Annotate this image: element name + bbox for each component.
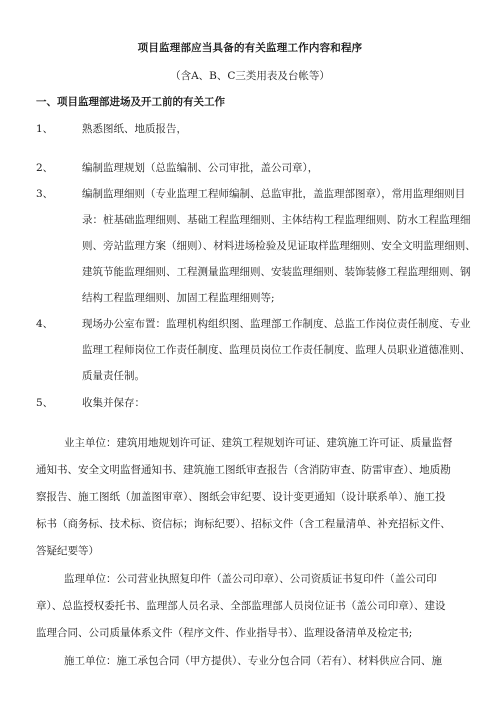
list-item-number: 5、 — [36, 397, 54, 409]
document-subtitle: （含A、B、C三类用表及台帐等） — [170, 70, 330, 82]
list-item — [36, 116, 466, 142]
list-item-line: 编制监理规划（总监编制、公司审批，盖公司章）， — [82, 162, 319, 174]
list-item-number: 3、 — [36, 188, 54, 200]
list-item-number: 2、 — [36, 162, 54, 174]
paragraph-line: 章）、总监授权委托书、监理部人员名录、全部监理部人员岗位证书（盖公司印章）、建设 — [36, 600, 446, 612]
section-heading: 一、项目监理部进场及开工前的有关工作 — [36, 96, 225, 108]
list-item-line: 收集并保存： — [82, 397, 145, 409]
list-item-number: 1、 — [36, 123, 54, 135]
list-item-line: 质量责任制。 — [82, 370, 145, 382]
paragraph-line: 通知书、安全文明监督通知书、建筑施工图纸审查报告（含消防审查、防雷审查）、地质勘 — [36, 464, 451, 476]
list-item-line: 建筑节能监理细则、工程测量监理细则、安装监理细则、装饰装修工程监理细则、钢 — [82, 266, 471, 278]
list-item-line: 熟悉图纸、地质报告， — [82, 123, 187, 135]
paragraph-construction-unit — [36, 648, 466, 675]
paragraph-line: 施工单位：施工承包合同（甲方提供）、专业分包合同（若有）、材料供应合同、施 — [64, 655, 442, 667]
paragraph-supervision-unit — [36, 566, 466, 647]
list-item — [36, 311, 471, 389]
document-title: 项目监理部应当具备的有关监理工作内容和程序 — [137, 42, 363, 54]
paragraph-line: 标书（商务标、技术标、资信标；询标纪要）、招标文件（含工程量清单、补充招标文件、 — [36, 518, 451, 530]
paragraph-line: 监理单位：公司营业执照复印件（盖公司印章）、公司资质证书复印件（盖公司印 — [64, 573, 437, 585]
paragraph-line: 监理合同、公司质量体系文件（程序文件、作业指导书）、监理设备清单及检定书; — [36, 627, 413, 639]
list-item-line: 监理工程师岗位工作责任制度、监理员岗位工作责任制度、监理人员职业道德准则、 — [82, 344, 471, 356]
paragraph-line: 业主单位：建筑用地规划许可证、建筑工程规划许可证、建筑施工许可证、质量监督 — [64, 437, 453, 449]
list-item — [36, 390, 466, 416]
paragraph-line: 察报告、施工图纸（加盖图审章）、图纸会审纪要、设计变更通知（设计联系单）、施工投 — [36, 491, 446, 503]
list-item — [36, 181, 476, 311]
list-item-line: 录：桩基础监理细则、基础工程监理细则、主体结构工程监理细则、防水工程监理细 — [82, 214, 471, 226]
paragraph-owner-unit — [36, 430, 466, 565]
list-item-line: 则、旁站监理方案（细则）、材料进场检验及见证取样监理细则、安全文明监理细则、 — [82, 240, 476, 252]
paragraph-line: 答疑纪要等） — [36, 545, 99, 557]
list-item-line: 编制监理细则（专业监理工程师编制、总监审批，盖监理部图章），常用监理细则目 — [82, 188, 466, 200]
list-item-line: 现场办公室布置：监理机构组织图、监理部工作制度、总监工作岗位责任制度、专业 — [82, 318, 471, 330]
list-item — [36, 155, 466, 181]
list-item-line: 结构工程监理细则、加固工程监理细则等; — [82, 292, 275, 304]
list-item-number: 4、 — [36, 318, 54, 330]
